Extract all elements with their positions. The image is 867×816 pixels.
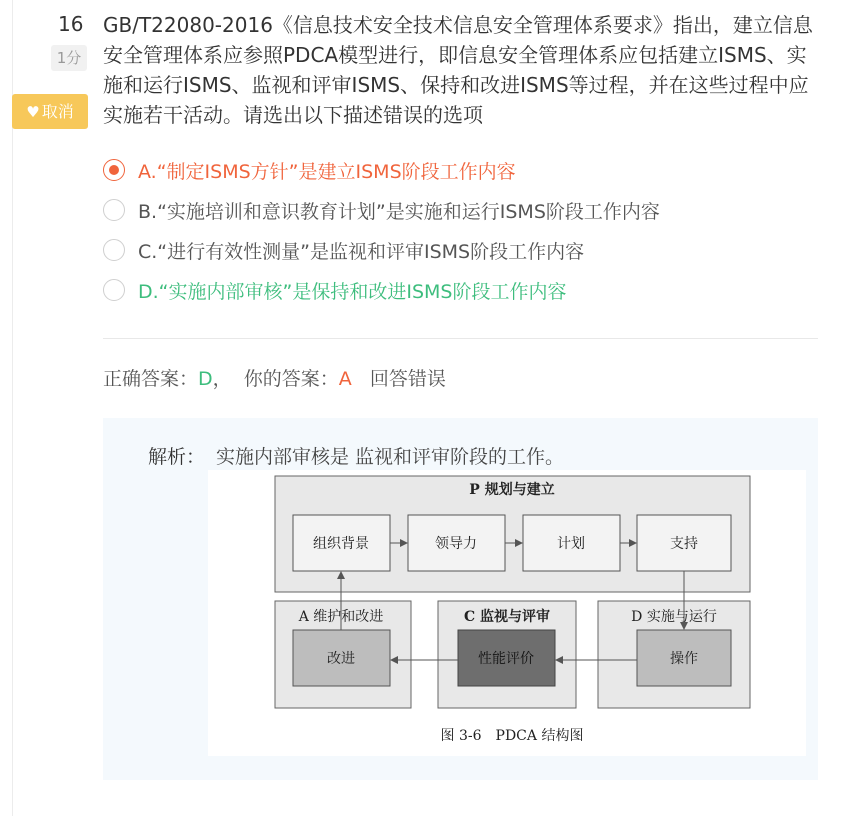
divider xyxy=(103,338,818,339)
radio-icon[interactable] xyxy=(103,279,125,301)
unfavorite-label: 取消 xyxy=(41,102,74,121)
correct-answer-value: D xyxy=(198,368,213,390)
option-c[interactable] xyxy=(103,235,584,265)
step-label-planning: 计划 xyxy=(557,536,585,552)
option-a-label: A.“制定ISMS方针”是建立ISMS阶段工作内容 xyxy=(138,160,516,183)
option-d-label: D.“实施内部审核”是保持和改进ISMS阶段工作内容 xyxy=(138,280,567,303)
option-b-label: B.“实施培训和意识教育计划”是实施和运行ISMS阶段工作内容 xyxy=(138,200,660,223)
option-a[interactable] xyxy=(103,155,516,185)
step-label-support: 支持 xyxy=(670,536,698,552)
option-c-label: C.“进行有效性测量”是监视和评审ISMS阶段工作内容 xyxy=(138,240,585,263)
radio-icon[interactable] xyxy=(103,239,125,261)
figure-caption: 图 3-6 PDCA 结构图 xyxy=(440,728,584,744)
act-stage-title: A 维护和改进 xyxy=(298,609,384,625)
answer-verdict: 回答错误 xyxy=(369,368,446,390)
analysis-label: 解析： xyxy=(148,446,206,468)
correct-answer-label: 正确答案： xyxy=(103,368,199,390)
answer-separator: ， xyxy=(212,368,232,390)
option-d[interactable] xyxy=(103,275,566,305)
radio-icon[interactable] xyxy=(103,199,125,221)
your-answer-value: A xyxy=(338,368,352,390)
do-inner-label: 操作 xyxy=(670,651,698,667)
question-score: 1分 xyxy=(51,45,87,71)
check-stage-title: C 监视与评审 xyxy=(463,609,551,625)
act-inner-label: 改进 xyxy=(327,651,355,667)
radio-selected-icon[interactable] xyxy=(103,159,125,181)
do-stage-title: D 实施与运行 xyxy=(631,609,717,625)
your-answer-label: 你的答案： xyxy=(243,368,339,390)
pdca-figure xyxy=(208,470,806,756)
check-inner-label: 性能评价 xyxy=(478,651,534,667)
question-stem: GB/T22080-2016《信息技术安全技术信息安全管理体系要求》指出，建立信息安全管理体系应参照PDCA模型进行，即信息安全管理体系应包括建立ISMS、实施和运行ISMS、监视和评审ISMS、保持和改进ISMS等过程，并在这些过程中应实施若干活动。请选出以下描述错误的选项 xyxy=(103,13,813,127)
step-label-leadership: 领导力 xyxy=(435,536,477,552)
question-number: 16 xyxy=(58,12,84,36)
option-b[interactable] xyxy=(103,195,660,225)
heart-icon: ♥ xyxy=(26,103,40,121)
analysis-text: 实施内部审核是 监视和评审阶段的工作。 xyxy=(216,446,565,468)
unfavorite-button[interactable] xyxy=(12,94,88,129)
step-label-context: 组织背景 xyxy=(313,536,369,552)
plan-stage-title: P 规划与建立 xyxy=(469,482,555,498)
answer-result xyxy=(103,364,446,391)
